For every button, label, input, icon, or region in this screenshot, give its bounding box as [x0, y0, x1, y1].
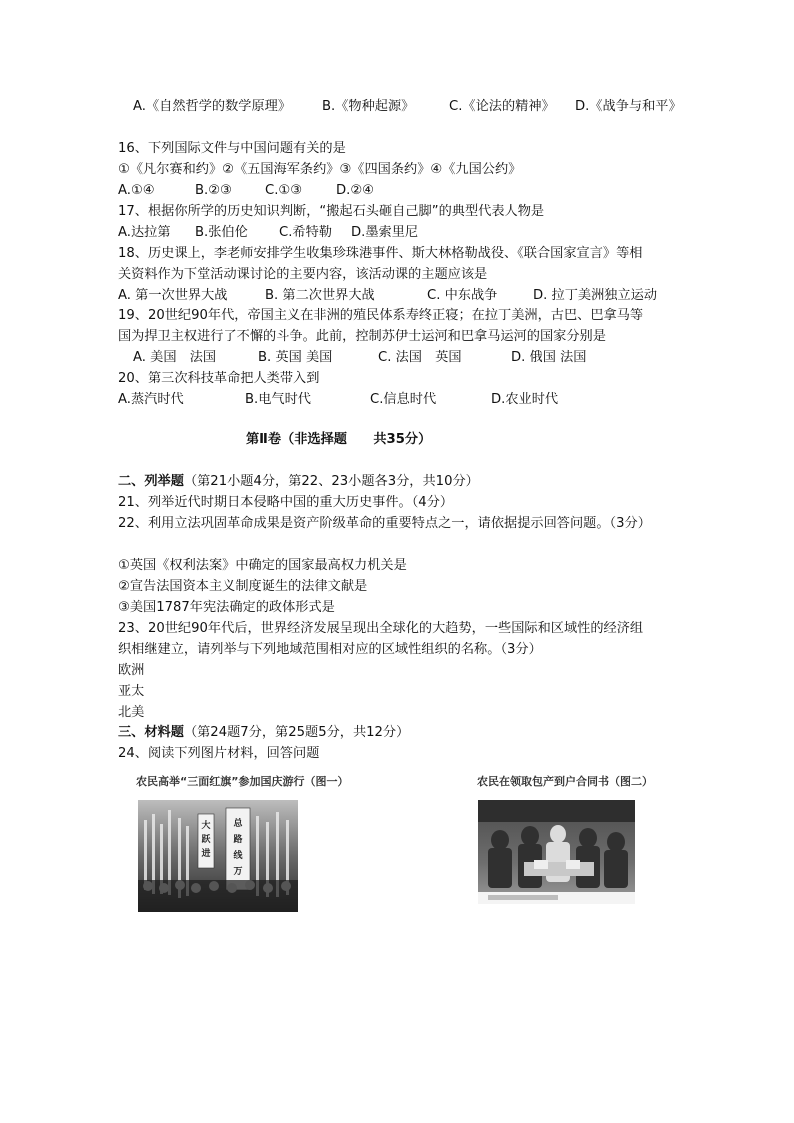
region-north-america: 北美 — [118, 705, 145, 720]
part3-note: （第24题7分，第25题5分，共12分） — [183, 725, 410, 740]
q18-stem-line1: 18、历史课上，李老师安排学生收集珍珠港事件、斯大林格勒战役、《联合国家宣言》等相 — [118, 246, 643, 261]
q16-stem: 16、下列国际文件与中国问题有关的是 — [118, 141, 346, 156]
q19-stem-line1: 19、20世纪90年代，帝国主义在非洲的殖民体系寿终正寝；在拉丁美洲，古巴、巴拿马等 — [118, 308, 644, 323]
svg-text:线: 线 — [233, 851, 243, 861]
svg-text:路: 路 — [233, 835, 243, 845]
q20-stem: 20、第三次科技革命把人类带入到 — [118, 371, 320, 386]
q23-stem-line1: 23、20世纪90年代后，世界经济发展呈现出全球化的大趋势，一些国际和区域性的经济组 — [118, 621, 644, 636]
q18-option-b: B. 第二次世界大战 — [265, 288, 375, 303]
q16-option-a: A.①④ — [118, 183, 155, 198]
part2-heading: 二、列举题 — [118, 474, 184, 489]
svg-text:大: 大 — [201, 821, 211, 831]
q17-option-b: B.张伯伦 — [195, 225, 248, 240]
q16-items: ①《凡尔赛和约》②《五国海军条约》③《四国条约》④《九国公约》 — [118, 162, 522, 177]
q18-option-a: A. 第一次世界大战 — [118, 288, 228, 303]
region-europe: 欧洲 — [118, 663, 145, 678]
svg-text:跃: 跃 — [201, 835, 211, 845]
q17-stem: 17、根据你所学的历史知识判断，“搬起石头砸自己脚”的典型代表人物是 — [118, 204, 545, 219]
part3-header — [118, 725, 409, 741]
q18-option-d: D. 拉丁美洲独立运动 — [533, 288, 658, 303]
q22-stem: 22、利用立法巩固革命成果是资产阶级革命的重要特点之一，请依据提示回答问题。（3分） — [118, 516, 651, 531]
q19-stem-line2: 国为捍卫主权进行了不懈的斗争。此前，控制苏伊士运河和巴拿马运河的国家分别是 — [118, 329, 606, 344]
q22-item-1: ①英国《权利法案》中确定的国家最高权力机关是 — [118, 558, 407, 573]
q19-option-c: C. 法国 英国 — [378, 350, 462, 365]
section2-title: 第Ⅱ卷（非选择题 共35分） — [246, 432, 432, 447]
q16-option-b: B.②③ — [195, 183, 232, 198]
q24-stem: 24、阅读下列图片材料，回答问题 — [118, 746, 320, 761]
svg-text:总: 总 — [233, 819, 243, 829]
q17-option-d: D.墨索里尼 — [351, 225, 419, 240]
figure1-parade-photo — [138, 800, 298, 912]
figure2-caption: 农民在领取包产到户合同书（图二） — [477, 775, 653, 788]
q20-option-d: D.农业时代 — [491, 392, 559, 407]
q19-option-a: A. 美国 法国 — [133, 350, 217, 365]
q18-stem-line2: 关资料作为下堂活动课讨论的主要内容，该活动课的主题应该是 — [118, 267, 488, 282]
q19-option-b: B. 英国 美国 — [258, 350, 333, 365]
region-asia-pacific: 亚太 — [118, 684, 145, 699]
svg-text:万: 万 — [233, 867, 243, 877]
part3-heading: 三、材料题 — [118, 725, 184, 740]
q20-option-a: A.蒸汽时代 — [118, 392, 184, 407]
q20-option-c: C.信息时代 — [370, 392, 437, 407]
part2-header — [118, 474, 479, 490]
q22-item-3: ③美国1787年宪法确定的政体形式是 — [118, 600, 335, 615]
q19-option-d: D. 俄国 法国 — [511, 350, 587, 365]
q15-option-a: A.《自然哲学的数学原理》 — [133, 99, 292, 114]
figure1-caption: 农民高举“三面红旗”参加国庆游行（图一） — [136, 775, 349, 788]
q18-option-c: C. 中东战争 — [427, 288, 498, 303]
q16-option-c: C.①③ — [265, 183, 303, 198]
q16-option-d: D.②④ — [336, 183, 374, 198]
figure2-contract-photo — [478, 800, 635, 904]
q23-stem-line2: 织相继建立，请列举与下列地域范围相对应的区域性组织的名称。（3分） — [118, 642, 542, 657]
q20-option-b: B.电气时代 — [245, 392, 311, 407]
q21-stem: 21、列举近代时期日本侵略中国的重大历史事件。（4分） — [118, 495, 454, 510]
q17-option-c: C.希特勒 — [279, 225, 332, 240]
q15-option-c: C.《论法的精神》 — [449, 99, 555, 114]
q17-option-a: A.达拉第 — [118, 225, 171, 240]
q15-option-b: B.《物种起源》 — [322, 99, 415, 114]
q15-option-d: D.《战争与和平》 — [575, 99, 682, 114]
part2-note: （第21小题4分，第22、23小题各3分，共10分） — [183, 474, 479, 489]
q22-item-2: ②宣告法国资本主义制度诞生的法律文献是 — [118, 579, 368, 594]
svg-text:进: 进 — [201, 849, 211, 859]
